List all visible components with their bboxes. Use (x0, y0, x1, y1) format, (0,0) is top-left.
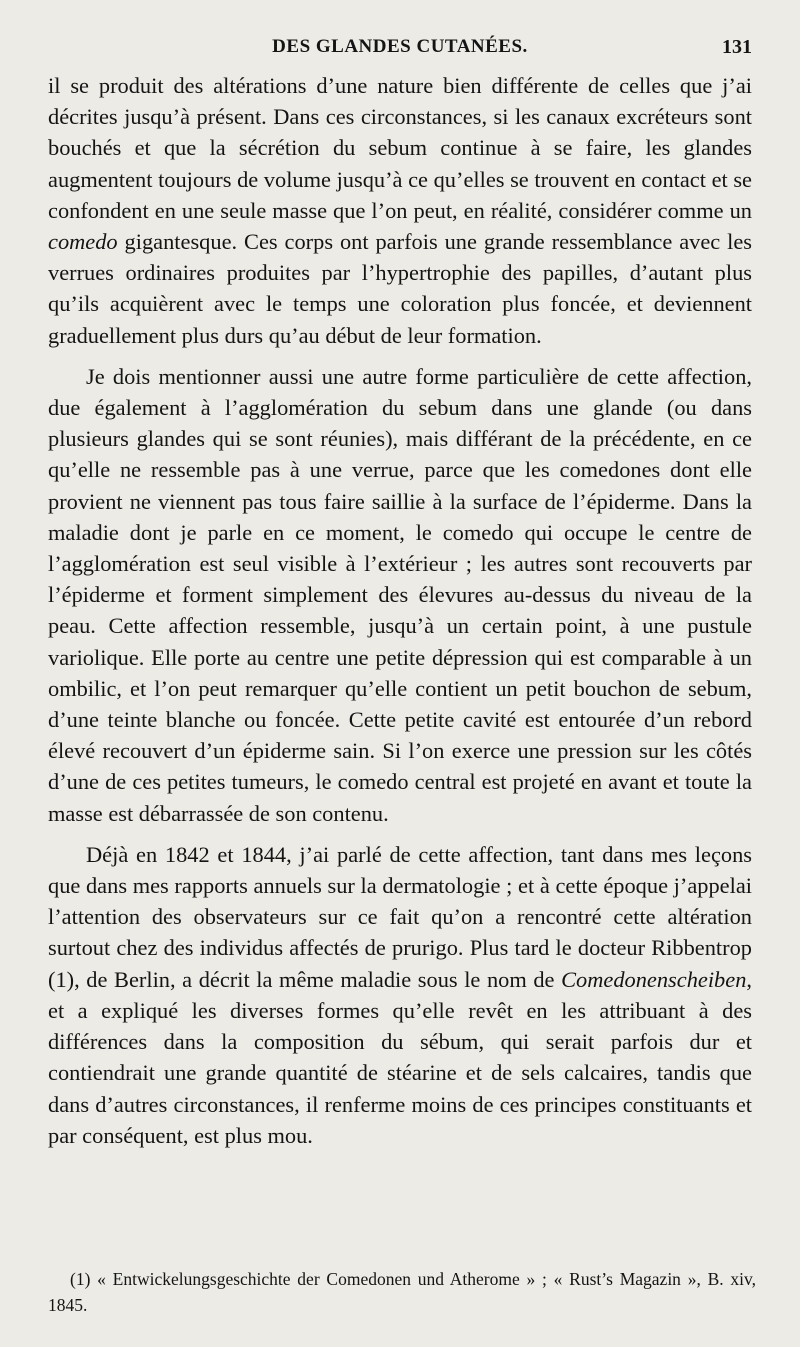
paragraph-2-text: Je dois mentionner aussi une autre forme particulière de cette affection, due également à l’agglomération du sebum dans une glande (ou dans plusieurs glandes qui se sont réunies), mais différant de la précédente, en ce qu’elle ne ressemble pas à une verrue, parce que les comedones dont elle provient ne viennent pas tous faire saillie à la surface de l’épiderme. Dans la maladie dont je parle en ce moment, le comedo qui occupe le centre de l’agglomération est seul visible à l’extérieur ; les autres sont recouverts par l’épiderme et forment simplement des élevures au-dessus du niveau de la peau. Cette affection ressemble, jusqu’à un certain point, à une pustule variolique. Elle porte au centre une petite dépression qui est comparable à un ombilic, et l’on peut remarquer qu’elle contient un petit bouchon de sebum, d’une teinte blanche ou foncée. Cette petite cavité est entourée d’un rebord élevé recouvert d’un épiderme sain. Si l’on exerce une pression sur les côtés d’une de ces petites tumeurs, le comedo central est projeté en avant et toute la masse est débarrassée de son contenu. (48, 363, 752, 826)
paragraph-1-emphasis: comedo (48, 229, 118, 255)
paragraph-1-text-b: gigantesque. Ces corps ont parfois une grande ressemblance avec les verrues ordinaires produites par l’hypertrophie des papilles, d’autant plus qu’ils acquièrent avec le temps une coloration plus foncée, et deviennent graduellement plus durs qu’au début de leur formation. (48, 229, 752, 348)
body-text (48, 70, 752, 1151)
running-title: DES GLANDES CUTANÉES. (272, 36, 528, 57)
paragraph-3-text-b: , et a expliqué les diverses formes qu’elle revêt en les attribuant à des différences dans la composition du sébum, qui serait parfois dur et contiendrait une grande quantité de stéarine et de sels calcaires, tandis que dans d’autres circonstances, il renferme moins de ces principes constituants et par conséquent, est plus mou. (48, 966, 752, 1148)
paragraph-3-emphasis: Comedonenscheiben (561, 966, 747, 992)
paragraph-1 (48, 70, 752, 351)
footnotes (48, 1266, 756, 1318)
paragraph-3 (48, 839, 752, 1151)
footnote-1: (1) « Entwickelungsgeschichte der Comedonen und Atherome » ; « Rust’s Magazin », B. xiv, 1845. (48, 1269, 756, 1315)
paragraph-2 (48, 361, 752, 829)
paragraph-1-text-a: il se produit des altérations d’une nature bien différente de celles que j’ai décrites jusqu’à présent. Dans ces circonstances, si les canaux excréteurs sont bouchés et que la sécrétion du sebum continue à se faire, les glandes augmentent toujours de volume jusqu’à ce qu’elles se trouvent en contact et se confondent en une seule masse que l’on peut, en réalité, considérer comme un (48, 73, 752, 223)
page-number: 131 (722, 36, 752, 58)
page-header (48, 34, 752, 70)
paragraph-3-text-a: Déjà en 1842 et 1844, j’ai parlé de cette affection, tant dans mes leçons que dans mes rapports annuels sur la dermatologie ; et à cette époque j’appelai l’attention des observateurs sur ce fait qu’on a rencontré cette altération surtout chez des individus affectés de prurigo. Plus tard le docteur Ribbentrop (1), de Berlin, a décrit la même maladie sous le nom de (48, 841, 752, 992)
